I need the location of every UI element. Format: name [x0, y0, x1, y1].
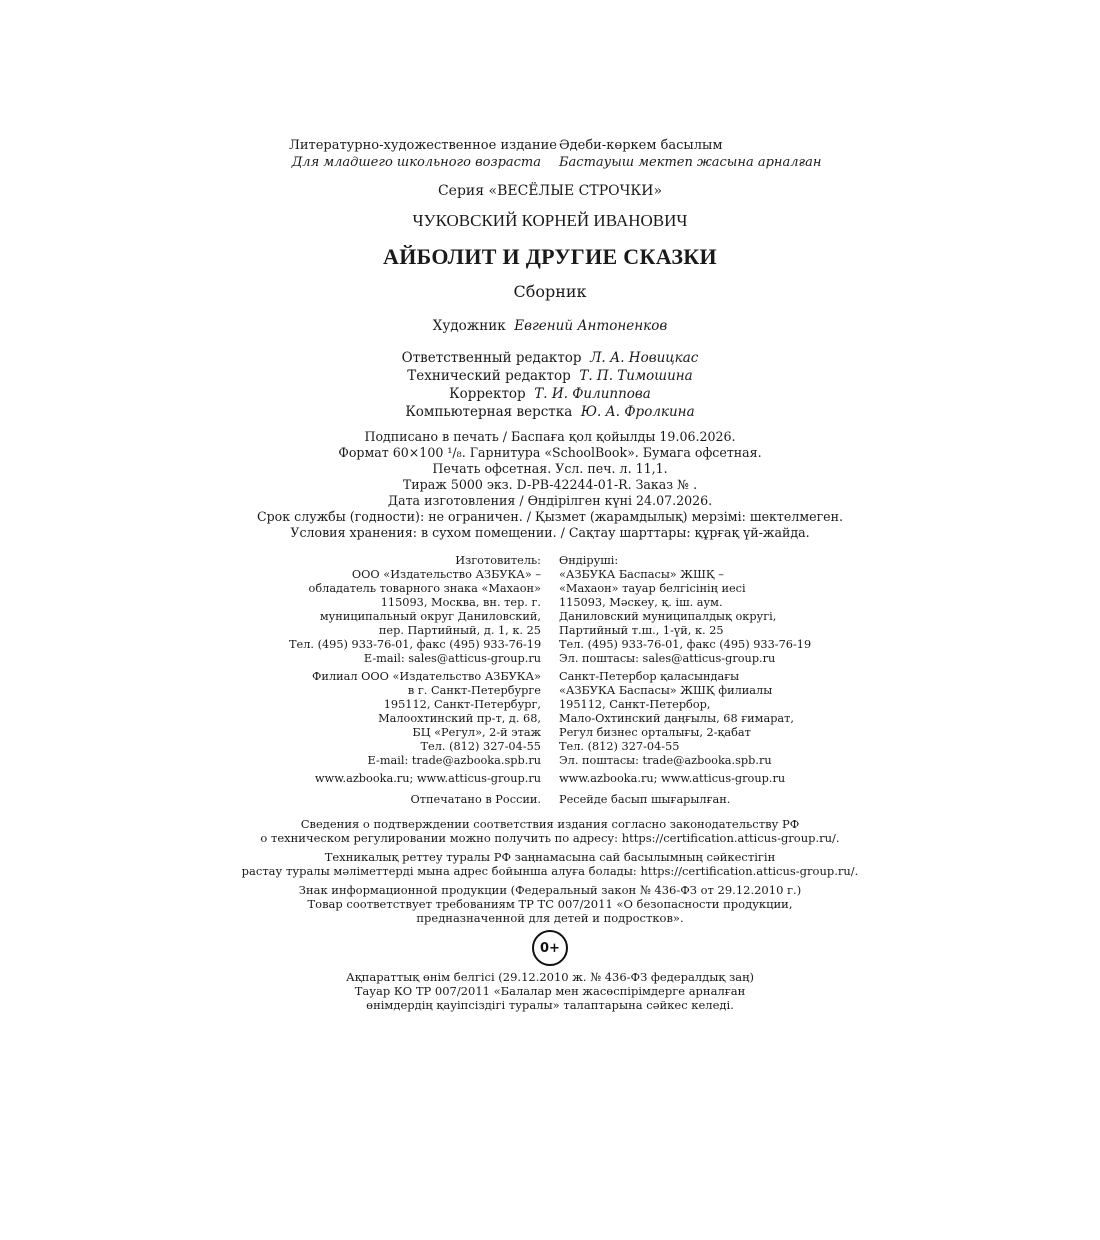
certification-link[interactable]: о техническом регулировании можно получить по адресу: https://certification.atticus-group.ru/.	[260, 830, 840, 845]
credit-row: Корректор Т. И. Филиппова	[449, 386, 651, 402]
certification-kz: Техникалық реттеу туралы РФ заңнамасына сай басылымның сәйкестігін растау туралы мәліметтерді мына адрес бойынша алуға болады: https://certification.atticus-group.ru/.	[0, 851, 1100, 879]
staff-credits	[0, 349, 1100, 421]
printed-in-ru: Отпечатано в России.	[410, 793, 541, 806]
manufacturer-line: 115093, Москва, вн. тер. г.	[380, 596, 541, 609]
manufacturer-email-kz: Эл. поштасы: sales@atticus-group.ru	[559, 652, 776, 665]
print-info-line: Условия хранения: в сухом помещении. / Сақтау шарттары: құрғақ үй-жайда.	[290, 525, 810, 540]
certification-ru: Сведения о подтверждении соответствия издания согласно законодательству РФ о техническом регулировании можно получить по адресу: https://certification.atticus-group.ru/.	[0, 818, 1100, 846]
manufacturer-line: муниципальный округ Даниловский,	[319, 610, 541, 623]
printed-in-kz: Ресейде басып шығарылған.	[559, 793, 731, 806]
artist-name: Евгений Антоненков	[514, 318, 668, 334]
manufacturer-info	[0, 554, 1100, 666]
manufacturer-line-kz: «АЗБУКА Баспасы» ЖШҚ –	[559, 568, 724, 581]
branch-line-kz: Санкт-Петербор қаласындағы	[559, 670, 740, 683]
age-group-kz: Бастауыш мектеп жасына арналған	[559, 155, 822, 170]
credit-row: Компьютерная верстка Ю. А. Фролкина	[405, 404, 695, 420]
branch-email-kz: Эл. поштасы: trade@azbooka.spb.ru	[559, 754, 772, 767]
book-title: АЙБОЛИТ И ДРУГИЕ СКАЗКИ	[383, 244, 717, 269]
credit-row: Технический редактор Т. П. Тимошина	[407, 368, 693, 384]
branch-line: Тел. (812) 327-04-55	[420, 740, 541, 753]
branch-line-kz: Мало-Охтинский даңғылы, 68 ғимарат,	[559, 712, 795, 725]
manufacturer-line: обладатель товарного знака «Махаон»	[308, 582, 541, 595]
info-product-ru: Знак информационной продукции (Федеральный закон № 436-ФЗ от 29.12.2010 г.) Товар соответствует требованиям ТР ТС 007/2011 «О безопасности продукции, предназначенной для детей и подростков».	[298, 883, 802, 925]
manufacturer-line: Тел. (495) 933-76-01, факс (495) 933-76-19	[289, 638, 542, 651]
branch-info	[0, 670, 1100, 768]
book-subtitle: Сборник	[513, 282, 587, 301]
age-group-ru: Для младшего школьного возраста	[291, 155, 541, 170]
website-links-kz[interactable]: www.azbooka.ru; www.atticus-group.ru	[559, 772, 786, 785]
print-info-line: Подписано в печать / Баспаға қол қойылды 19.06.2026.	[364, 429, 736, 444]
manufacturer-line-kz: Өндіруші:	[559, 554, 619, 567]
manufacturer-line: пер. Партийный, д. 1, к. 25	[378, 624, 541, 637]
printed-in	[0, 793, 1100, 807]
age-rating-badge: 0+	[532, 930, 568, 966]
branch-line-kz: Тел. (812) 327-04-55	[559, 740, 680, 753]
edition-type-ru: Литературно-художественное издание	[289, 138, 557, 153]
print-info-line: Формат 60×100 ¹/₈. Гарнитура «SchoolBook». Бумага офсетная.	[338, 445, 762, 460]
manufacturer-line: ООО «Издательство АЗБУКА» –	[351, 568, 541, 581]
websites	[0, 772, 1100, 786]
branch-line-kz: «АЗБУКА Баспасы» ЖШҚ филиалы	[559, 684, 773, 697]
print-info-line: Печать офсетная. Усл. печ. л. 11,1.	[432, 461, 668, 476]
credit-row: Ответственный редактор Л. А. Новицкас	[401, 350, 699, 366]
manufacturer-line-kz: Тел. (495) 933-76-01, факс (495) 933-76-19	[559, 638, 812, 651]
print-info	[0, 429, 1100, 541]
manufacturer-line-kz: Даниловский муниципалдық округі,	[559, 610, 777, 623]
print-info-line: Дата изготовления / Өндірілген күні 24.07.2026.	[387, 493, 713, 508]
artist-label: Художник	[432, 318, 506, 334]
artist-credit	[0, 317, 1100, 335]
branch-line: БЦ «Регул», 2-й этаж	[412, 726, 541, 739]
branch-line-kz: 195112, Санкт-Петербор,	[559, 698, 711, 711]
manufacturer-line-kz: 115093, Мәскеу, қ. іш. аум.	[559, 596, 723, 609]
manufacturer-line: Изготовитель:	[455, 554, 541, 567]
manufacturer-line-kz: Партийный т.ш., 1-үй, к. 25	[559, 624, 724, 637]
edition-type-kz: Әдеби-көркем басылым	[559, 138, 723, 153]
branch-line-kz: Регул бизнес орталығы, 2-қабат	[559, 726, 751, 739]
print-info-line: Тираж 5000 экз. D-PB-42244-01-R. Заказ № .	[402, 477, 698, 492]
branch-email: E-mail: trade@azbooka.spb.ru	[367, 754, 541, 767]
branch-line: Филиал ООО «Издательство АЗБУКА»	[312, 670, 541, 683]
print-info-line: Срок службы (годности): не ограничен. / Қызмет (жарамдылық) мерзімі: шектелмеген.	[256, 509, 844, 524]
info-product-kz: Ақпараттық өнім белгісі (29.12.2010 ж. № 436-ФЗ федералдық заң) Тауар КО ТР 007/2011 «Балалар мен жасөспірімдерге арналған өнімдердің қауіпсіздігі туралы» талаптарына сәйкес келеді.	[346, 970, 754, 1012]
branch-line: в г. Санкт-Петербурге	[407, 684, 541, 697]
branch-line: Малоохтинский пр-т, д. 68,	[378, 712, 541, 725]
age-rating	[0, 930, 1100, 966]
branch-line: 195112, Санкт-Петербург,	[383, 698, 541, 711]
manufacturer-line-kz: «Махаон» тауар белгісінің иесі	[559, 582, 746, 595]
series-line: Серия «ВЕСЁЛЫЕ СТРОЧКИ»	[437, 183, 663, 199]
author-name: ЧУКОВСКИЙ КОРНЕЙ ИВАНОВИЧ	[412, 211, 688, 230]
edition-type	[0, 137, 1100, 171]
website-links[interactable]: www.azbooka.ru; www.atticus-group.ru	[314, 772, 541, 785]
manufacturer-email: E-mail: sales@atticus-group.ru	[363, 652, 541, 665]
certification-link-kz[interactable]: растау туралы мәліметтерді мына адрес бойынша алуға болады: https://certification.atticus-group.ru/.	[241, 863, 859, 878]
